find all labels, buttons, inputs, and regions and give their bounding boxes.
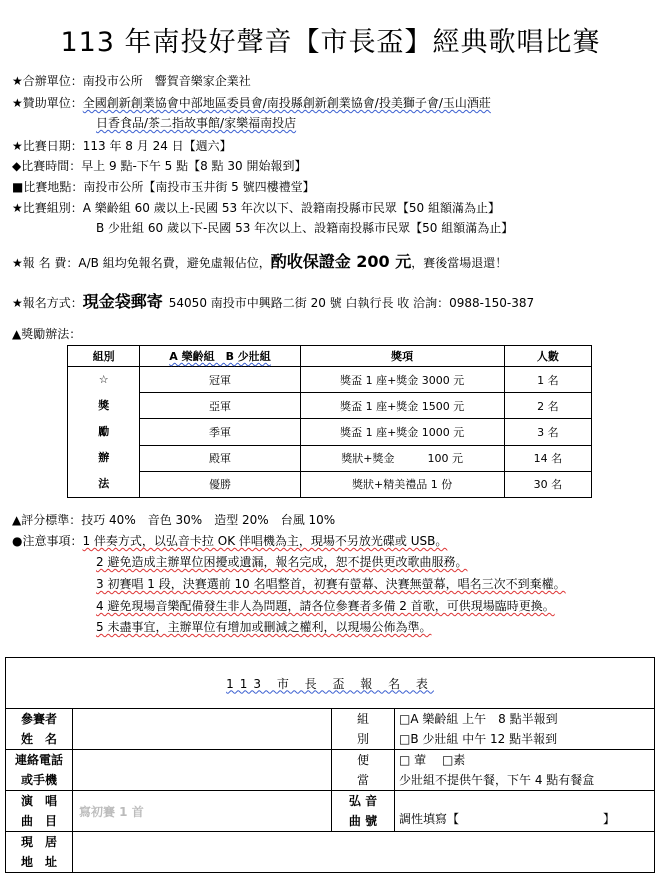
prize-award: 獎盃 1 座+獎金 1500 元 — [300, 393, 504, 419]
place-value: 南投市公所【南投市玉井街 5 號四樓禮堂】 — [83, 180, 315, 194]
address-label: 現 居 地 址 — [6, 832, 73, 873]
prize-count: 14 名 — [504, 445, 591, 471]
side-star: ☆ — [98, 373, 109, 386]
organizer-row — [12, 72, 251, 90]
meal-options[interactable] — [395, 750, 655, 791]
table-row — [68, 471, 592, 497]
date-row — [12, 137, 232, 155]
form-title: 113 市 長 盃 報 名 表 — [6, 658, 655, 709]
note-item: 3 初賽唱 1 段，決賽選前 10 名唱整首，初賽有螢幕、決賽無螢幕，唱名三次不到棄權。 — [96, 577, 566, 591]
group-option-b[interactable]: □B 少壯組 中午 12 點半報到 — [399, 732, 558, 746]
fee-label: ★報 名 費： — [12, 256, 79, 270]
form-row-song — [6, 791, 655, 832]
criteria-text: 技巧 40% 音色 30% 造型 20% 台風 10% — [81, 513, 336, 527]
group-a: A 樂齡組 60 歲以上-民國 53 年次以下、設籍南投縣市民眾【50 組額滿為止】 — [82, 201, 501, 215]
side-char: 勵 — [98, 425, 110, 438]
prize-award: 獎盃 1 座+獎金 3000 元 — [300, 367, 504, 393]
sponsor-row — [12, 94, 491, 112]
table-row — [68, 367, 592, 393]
organizer-value: 南投市公所 響賀音樂家企業社 — [82, 74, 251, 88]
criteria-row — [12, 511, 335, 529]
group-label: ★比賽組別： — [12, 201, 83, 215]
place-label: ■比賽地點： — [12, 180, 84, 194]
prize-header-categories: A 樂齡組 B 少壯組 — [140, 346, 300, 367]
note-item: 5 未盡事宜，主辦單位有增加或刪減之權利，以現場公佈為準。 — [96, 620, 432, 634]
place-row — [12, 178, 315, 196]
time-row — [12, 157, 306, 175]
prize-rank: 殿軍 — [140, 445, 300, 471]
note-item: 4 避免現場音樂配備發生非人為問題，請各位參賽者多備 2 首歌，可供現場臨時更換。 — [96, 599, 555, 613]
key-field[interactable]: 調性填寫【 】 — [395, 791, 655, 832]
song-label: 演 唱 曲 目 — [6, 791, 73, 832]
time-label: ◆比賽時間： — [12, 159, 82, 173]
sponsor-value-line1: 全國創新創業協會中部地區委員會/南投縣創新創業協會/投美獅子會/玉山酒莊 — [82, 96, 491, 110]
registration-form — [5, 657, 655, 873]
prize-count: 2 名 — [504, 393, 591, 419]
group-row — [12, 199, 500, 217]
sponsor-label: ★贊助單位： — [12, 96, 83, 110]
fee-pre: A/B 組均免報名費，避免虛報佔位， — [78, 256, 271, 270]
prize-side-label — [68, 367, 140, 498]
group-options[interactable] — [395, 709, 655, 750]
fee-bold: 酌收保證金 200 元 — [270, 252, 412, 271]
address-field[interactable] — [73, 832, 655, 873]
prize-award: 獎盃 1 座+獎金 1000 元 — [300, 419, 504, 445]
form-row-phone — [6, 750, 655, 791]
method-label: ★報名方式： — [12, 296, 83, 310]
phone-label: 連絡電話 或手機 — [6, 750, 73, 791]
prize-award: 獎狀+獎金 100 元 — [300, 445, 504, 471]
method-bold: 現金袋郵寄 — [82, 292, 163, 311]
date-label: ★比賽日期： — [12, 139, 83, 153]
criteria-label: ▲評分標準： — [12, 513, 82, 527]
sponsor-value-line2: 日香食品/茶二指故事館/家樂福南投店 — [96, 116, 297, 130]
prize-rank: 優勝 — [140, 471, 300, 497]
prize-header-count: 人數 — [504, 346, 591, 367]
note-item: 2 避免造成主辦單位困擾或遺漏，報名完成，恕不提供更改歌曲服務。 — [96, 555, 468, 569]
notes-row — [12, 532, 447, 550]
phone-field[interactable] — [73, 750, 332, 791]
prize-award: 獎狀+精美禮品 1 份 — [300, 471, 504, 497]
prize-header-row — [68, 346, 592, 367]
meal-label: 便 當 — [332, 750, 395, 791]
song-field[interactable]: 寫初賽 1 首 — [73, 791, 332, 832]
form-title-row — [6, 658, 655, 709]
form-row-address — [6, 832, 655, 873]
prize-count: 30 名 — [504, 471, 591, 497]
award-label: ▲獎勵辦法： — [12, 327, 82, 341]
prize-count: 1 名 — [504, 367, 591, 393]
method-rest: 54050 南投市中興路二街 20 號 白執行長 收 洽詢：0988-150-387 — [168, 296, 535, 310]
group-option-a[interactable]: □A 樂齡組 上午 8 點半報到 — [399, 712, 558, 726]
prize-count: 3 名 — [504, 419, 591, 445]
prize-rank: 季軍 — [140, 419, 300, 445]
organizer-label: ★合辦單位： — [12, 74, 83, 88]
page-title: 113 年南投好聲音【市長盃】經典歌唱比賽 — [60, 27, 601, 58]
fee-post: ，賽後當場退還！ — [411, 256, 508, 270]
side-char: 辦 — [98, 451, 110, 464]
side-char: 法 — [98, 477, 110, 490]
date-value: 113 年 8 月 24 日【週六】 — [82, 139, 232, 153]
table-row — [68, 393, 592, 419]
table-row — [68, 445, 592, 471]
fee-row — [12, 253, 507, 272]
meal-choice[interactable]: □ 葷 □素 — [399, 753, 466, 767]
form-row-name — [6, 709, 655, 750]
table-row — [68, 419, 592, 445]
method-row — [12, 293, 534, 312]
name-label: 參賽者 姓 名 — [6, 709, 73, 750]
notes-label: ●注意事項： — [12, 534, 83, 548]
prize-table — [67, 345, 592, 498]
group-b: B 少壯組 60 歲以下-民國 53 年次以上、設籍南投縣市民眾【50 組額滿為止】 — [96, 221, 514, 235]
song-code-label: 弘 音 曲 號 — [332, 791, 395, 832]
name-field[interactable] — [73, 709, 332, 750]
prize-rank: 冠軍 — [140, 367, 300, 393]
group-field-label: 組 別 — [332, 709, 395, 750]
prize-rank: 亞軍 — [140, 393, 300, 419]
prize-header-group: 組別 — [68, 346, 140, 367]
side-char: 獎 — [98, 399, 110, 412]
prize-header-award: 獎項 — [300, 346, 504, 367]
note-item: 1 伴奏方式，以弘音卡拉 OK 伴唱機為主，現場不另放光碟或 USB。 — [82, 534, 448, 548]
meal-note: 少壯組不提供午餐，下午 4 點有餐盒 — [399, 773, 595, 787]
time-value: 早上 9 點-下午 5 點【8 點 30 開始報到】 — [81, 159, 307, 173]
